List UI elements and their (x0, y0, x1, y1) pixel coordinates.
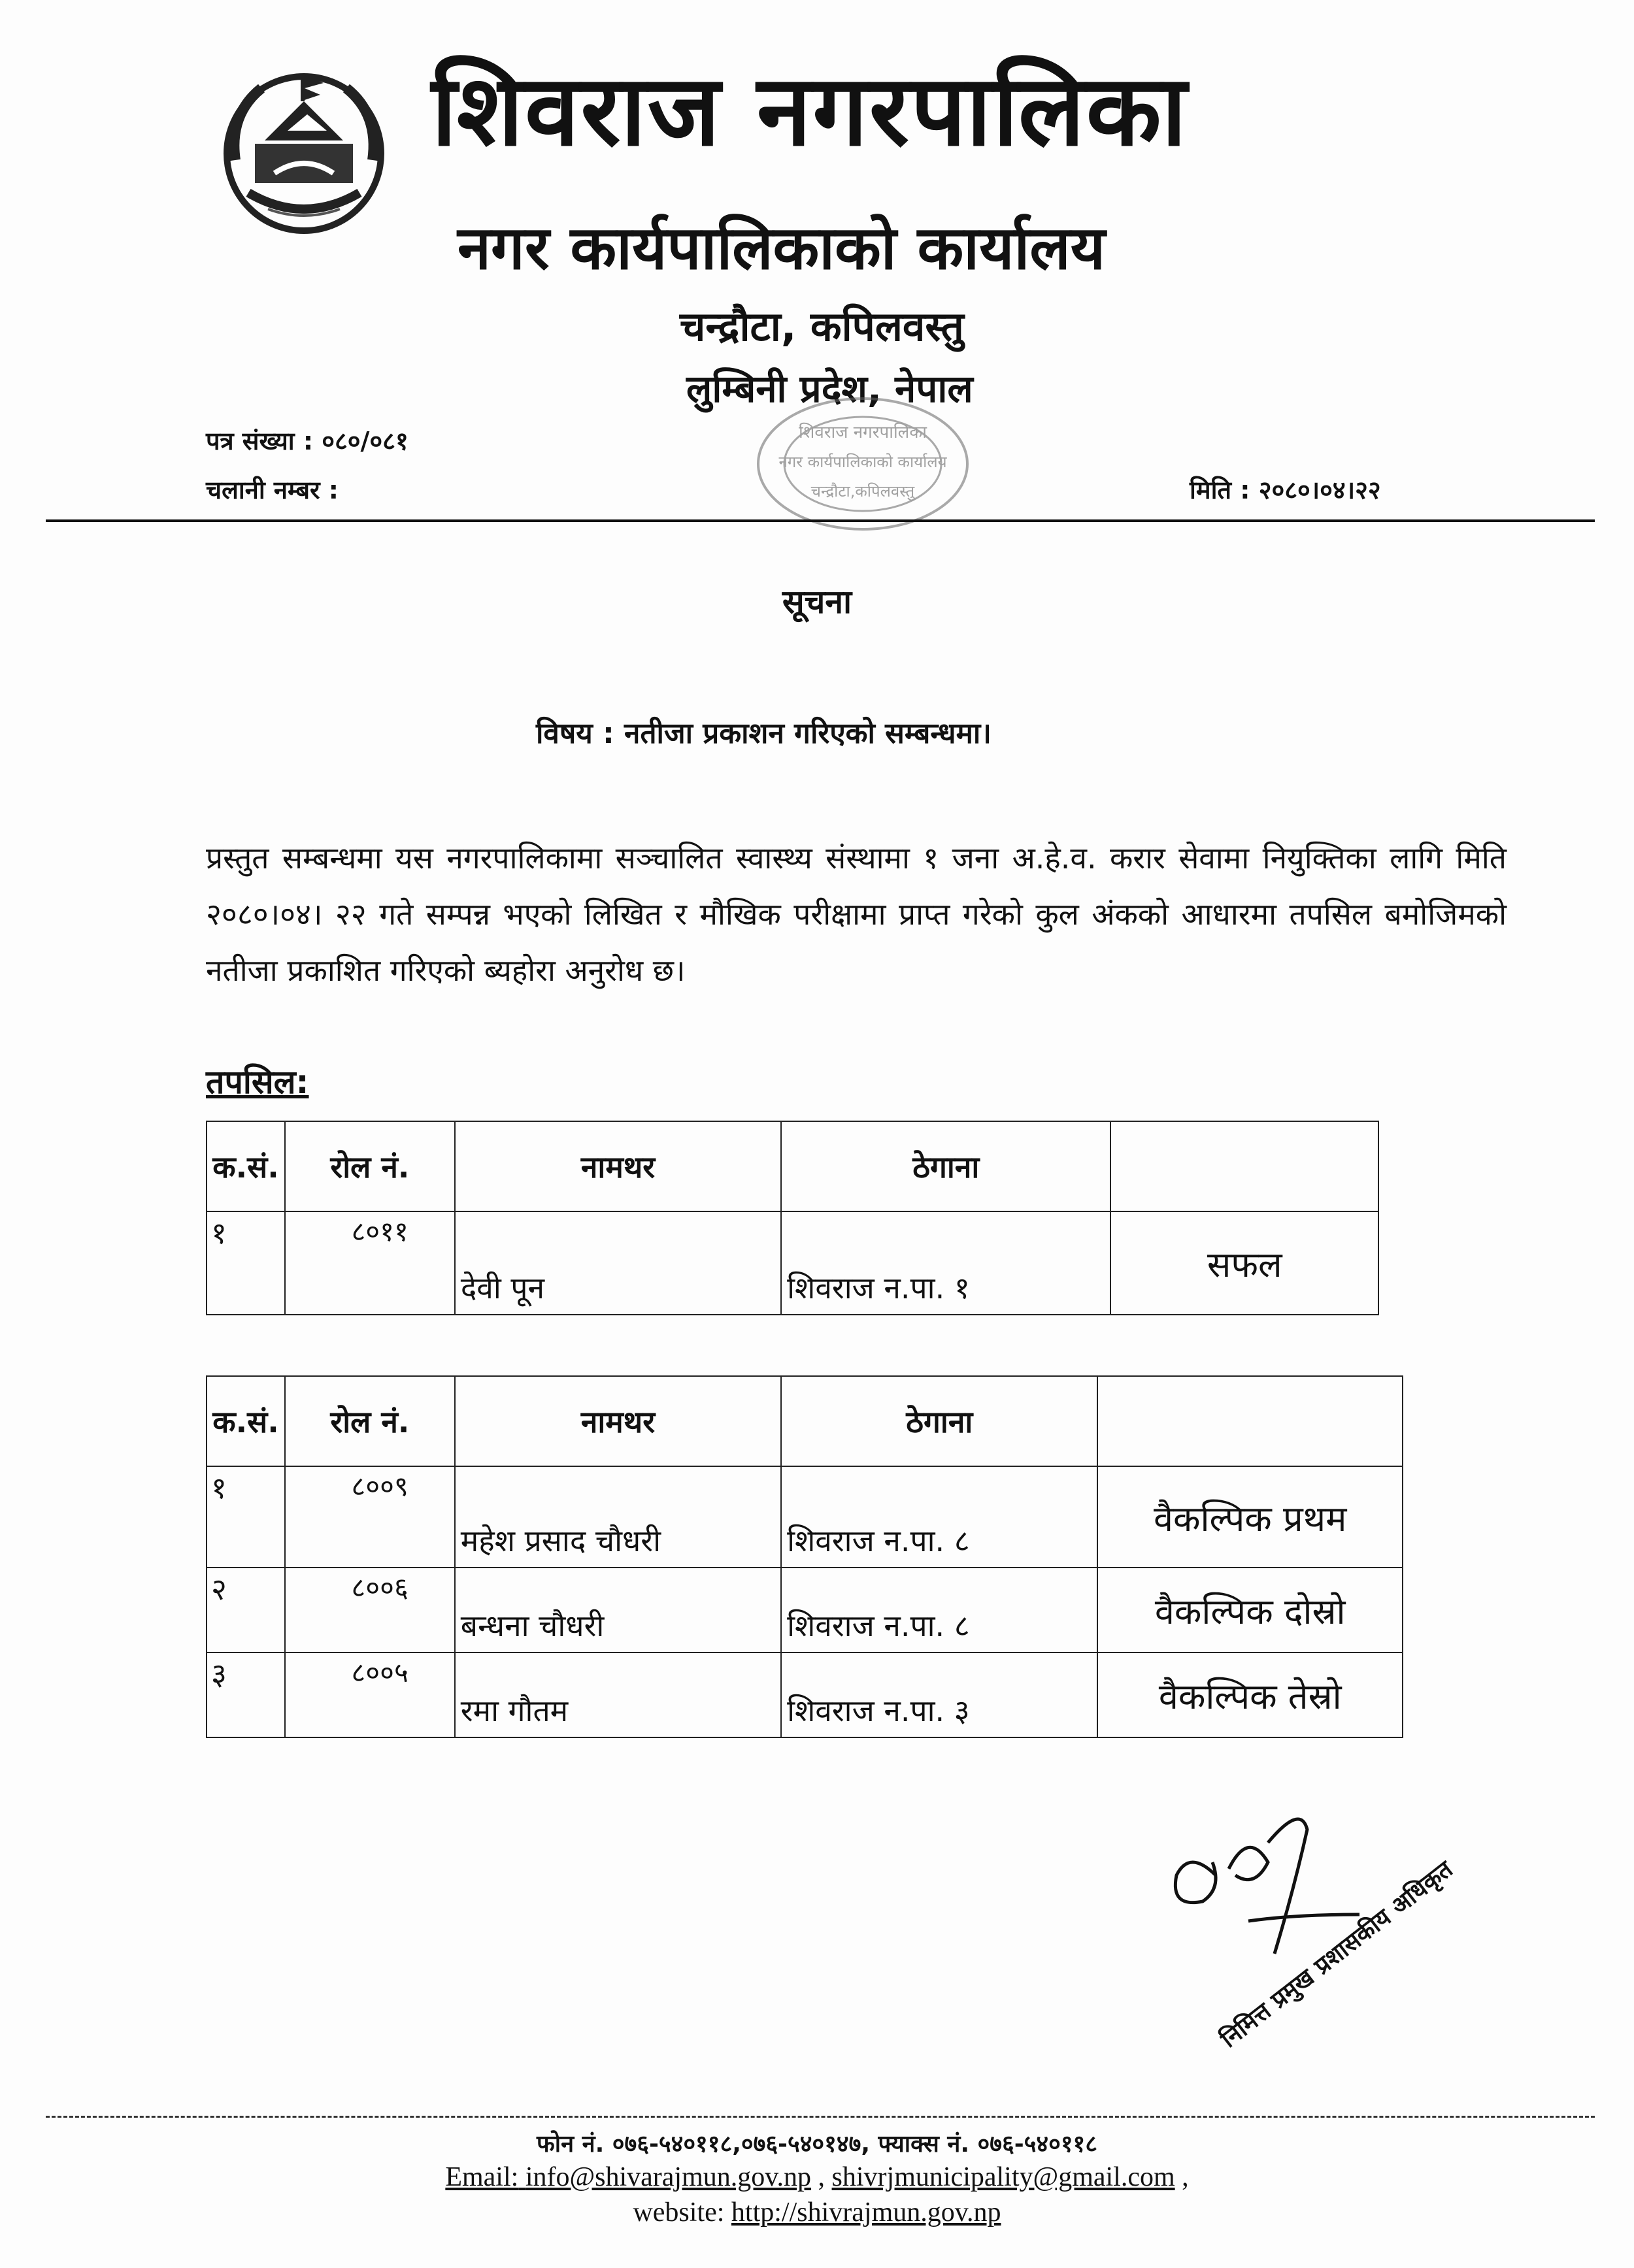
address-line-1: चन्द्रौटा, कपिलवस्तु (680, 303, 964, 350)
notice-subject: विषय : नतीजा प्रकाशन गरिएको सम्बन्धमा। (536, 717, 992, 750)
notice-heading: सूचना (782, 583, 852, 621)
address-line-2: लुम्बिनी प्रदेश, नेपाल (686, 367, 973, 411)
header-status (1097, 1376, 1403, 1466)
cell-name: महेश प्रसाद चौधरी (455, 1466, 781, 1568)
stamp-text-3: चन्द्रौटा,कपिलवस्तु (810, 482, 915, 501)
table-row (207, 1568, 1403, 1652)
notice-body: प्रस्तुत सम्बन्धमा यस नगरपालिकामा सञ्चालित स्वास्थ्य संस्थामा १ जना अ.हे.व. करार सेवामा नियुक्तिका लागि मिति २०८०।०४। २२ गते सम्पन्न भएको लिखित र मौखिक परीक्षामा प्राप्त गरेको कुल अंकको आधारमा तपसिल बमोजिमको नतीजा प्रकाशित गरिएको ब्यहोरा अनुरोध छ। (206, 840, 1507, 988)
header-address: ठेगाना (781, 1121, 1110, 1211)
email-separator: , (818, 2162, 825, 2192)
cell-roll: ८००९ (285, 1466, 455, 1568)
header-roll: रोल नं. (285, 1376, 455, 1466)
cell-address: शिवराज न.पा. १ (781, 1211, 1110, 1315)
letter-number-label: पत्र संख्या : (206, 427, 314, 455)
letter-number-value: ०८०/०८१ (322, 427, 408, 455)
dispatch-number (206, 474, 339, 506)
office-subtitle: नगर कार्यपालिकाको कार्यालय (458, 213, 1106, 283)
alternates-table (206, 1375, 1403, 1738)
header-sn: क.सं. (207, 1121, 285, 1211)
passed-table (206, 1121, 1379, 1315)
table-header-row (207, 1376, 1403, 1466)
office-stamp (752, 392, 974, 536)
cell-name: देवी पून (455, 1211, 781, 1315)
cell-address: शिवराज न.पा. ८ (781, 1466, 1097, 1568)
cell-sn: ३ (207, 1652, 285, 1737)
cell-roll: ८००५ (285, 1652, 455, 1737)
cell-sn: २ (207, 1568, 285, 1652)
website-link[interactable]: http://shivrajmun.gov.np (731, 2197, 1001, 2227)
email-trailing: , (1182, 2162, 1189, 2192)
letter-date (1190, 474, 1381, 506)
footer-divider (46, 2116, 1595, 2118)
officer-signature (1150, 1790, 1516, 2071)
header-sn: क.सं. (207, 1376, 285, 1466)
cell-status: वैकल्पिक प्रथम (1097, 1466, 1403, 1568)
header-roll: रोल नं. (285, 1121, 455, 1211)
table-row (207, 1211, 1378, 1315)
cell-sn: १ (207, 1211, 285, 1315)
dispatch-number-label: चलानी नम्बर : (206, 476, 339, 504)
website-label: website: (633, 2197, 725, 2227)
cell-name: रमा गौतम (455, 1652, 781, 1737)
date-value: २०८०।०४।२२ (1258, 476, 1381, 504)
cell-name: बन्धना चौधरी (455, 1568, 781, 1652)
date-label: मिति : (1190, 476, 1250, 504)
cell-status: सफल (1110, 1211, 1378, 1315)
stamp-text-2: नगर कार्यपालिकाको कार्यालय (778, 453, 947, 471)
cell-status: वैकल्पिक तेस्रो (1097, 1652, 1403, 1737)
stamp-text-1: शिवराज नगरपालिका (798, 423, 927, 442)
cell-roll: ८०११ (285, 1211, 455, 1315)
signatory-designation: निमित्त प्रमुख प्रशासकीय अधिकृत (1216, 1856, 1458, 2054)
header-status (1110, 1121, 1378, 1211)
cell-roll: ८००६ (285, 1568, 455, 1652)
table-row (207, 1652, 1403, 1737)
cell-status: वैकल्पिक दोस्रो (1097, 1568, 1403, 1652)
footer-website (0, 2197, 1634, 2228)
table-row (207, 1466, 1403, 1568)
cell-address: शिवराज न.पा. ८ (781, 1568, 1097, 1652)
footer-emails (0, 2161, 1634, 2193)
email-link-1[interactable]: Email: info@shivarajmun.gov.np (445, 2162, 812, 2192)
email-label: Email: (445, 2162, 519, 2192)
email-link-2[interactable]: shivrjmunicipality@gmail.com (831, 2162, 1175, 2192)
header-name: नामथर (455, 1376, 781, 1466)
header-divider (46, 519, 1595, 522)
letter-number (206, 425, 408, 457)
municipality-title: शिवराज नगरपालिका (431, 54, 1188, 168)
header-address: ठेगाना (781, 1376, 1097, 1466)
details-label: तपसिल: (206, 1063, 309, 1101)
nepal-emblem-icon (209, 62, 399, 238)
cell-address: शिवराज न.पा. ३ (781, 1652, 1097, 1737)
footer-phone: फोन नं. ०७६-५४०११८,०७६-५४०१४७, फ्याक्स नं. ०७६-५४०११८ (537, 2131, 1097, 2158)
table-header-row (207, 1121, 1378, 1211)
cell-sn: १ (207, 1466, 285, 1568)
header-name: नामथर (455, 1121, 781, 1211)
